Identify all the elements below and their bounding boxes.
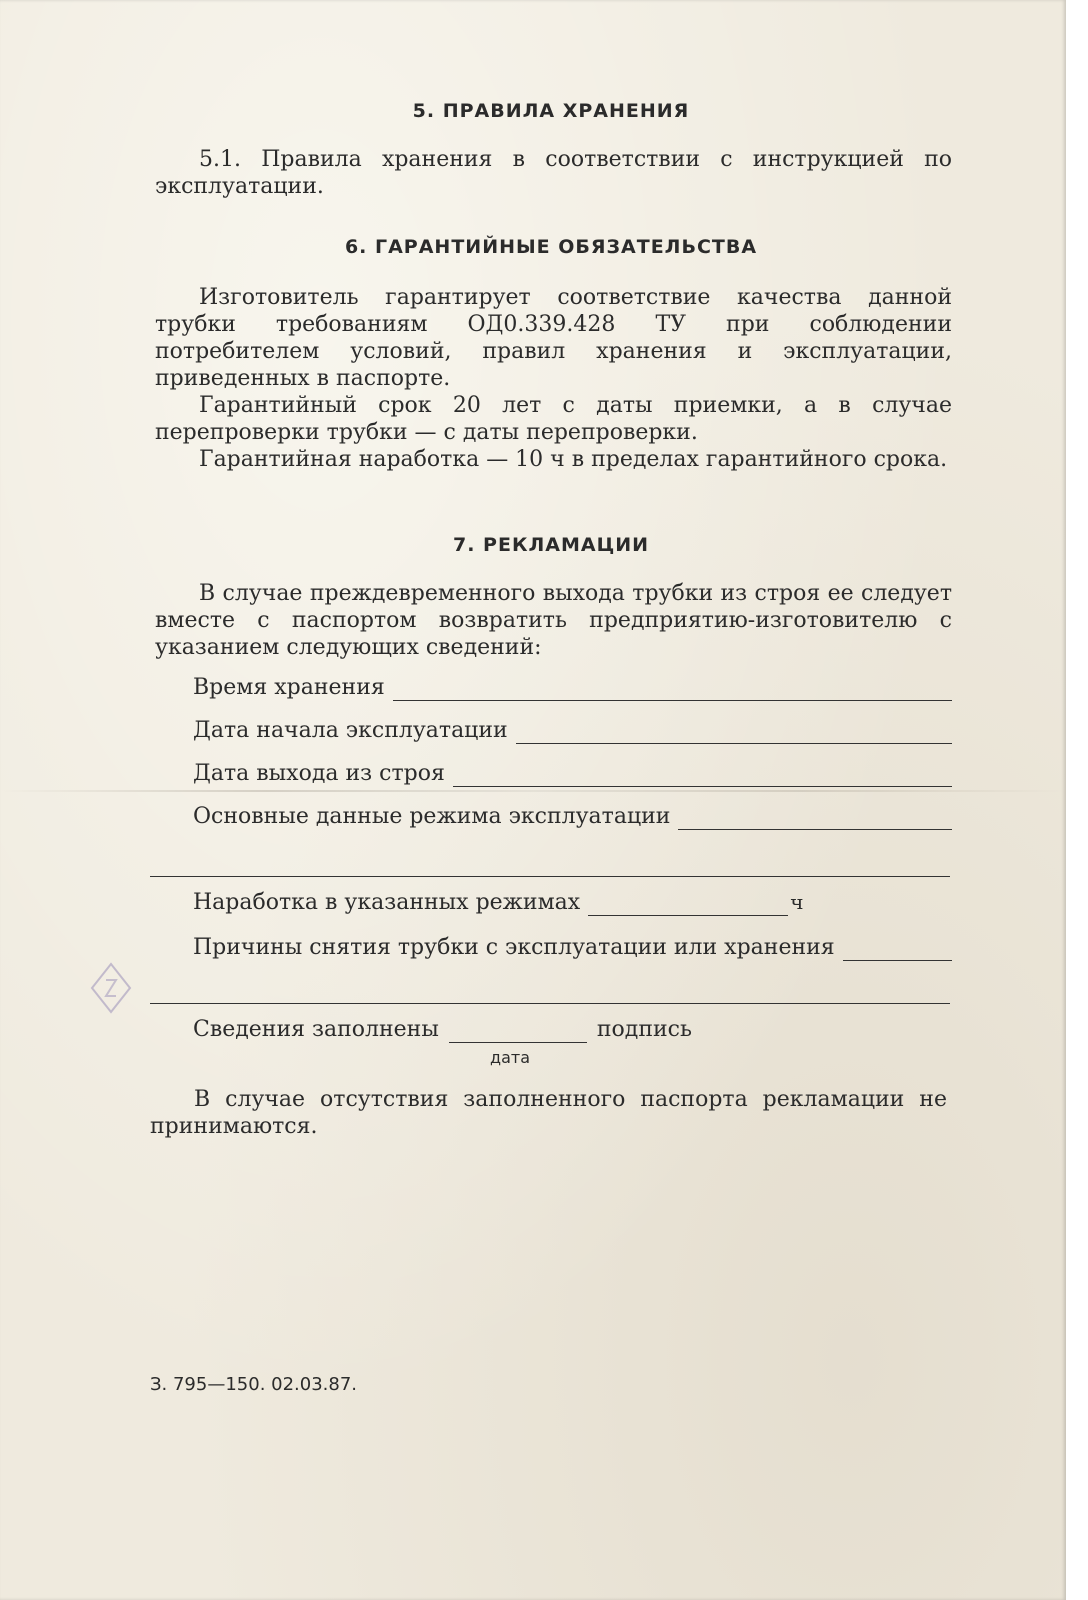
- runtime-field: [193, 889, 803, 916]
- print-code: З. 795—150. 02.03.87.: [150, 1374, 358, 1395]
- signature-label: подпись: [596, 1017, 692, 1042]
- main-data-blank[interactable]: [678, 809, 952, 830]
- warranty-paragraph-1: [155, 284, 952, 392]
- failure-date-label: Дата выхода из строя: [193, 761, 445, 786]
- main-data-label: Основные данные режима эксплуатации: [193, 804, 671, 829]
- warranty-paragraph-2-text: Гарантийный срок 20 лет с даты приемки, а в случае перепроверки трубки — с даты перепроверки.: [155, 393, 952, 445]
- storage-time-field: [193, 674, 952, 701]
- reasons-blank[interactable]: [843, 940, 952, 961]
- inspection-stamp-mark: [88, 960, 134, 1016]
- claims-intro: [155, 580, 952, 661]
- start-date-field: [193, 717, 952, 744]
- reasons-field: [193, 934, 952, 961]
- date-blank[interactable]: [449, 1022, 587, 1043]
- reasons-label: Причины снятия трубки с эксплуатации или хранения: [193, 935, 835, 960]
- section-5-heading: 5. ПРАВИЛА ХРАНЕНИЯ: [412, 100, 690, 122]
- date-caption: дата: [490, 1048, 530, 1067]
- signature-row: [193, 1016, 692, 1043]
- start-date-label: Дата начала эксплуатации: [193, 718, 508, 743]
- paper-fold: [0, 790, 1066, 792]
- section-7-heading: 7. РЕКЛАМАЦИИ: [452, 534, 649, 556]
- section-5-text-content: 5.1. Правила хранения в соответствии с инструкцией по эксплуатации.: [155, 147, 952, 199]
- runtime-blank[interactable]: [588, 895, 788, 916]
- storage-time-label: Время хранения: [193, 675, 385, 700]
- reasons-continuation-blank[interactable]: [150, 1003, 950, 1004]
- filled-label: Сведения заполнены: [193, 1017, 439, 1042]
- storage-time-blank[interactable]: [393, 680, 952, 701]
- warranty-paragraph-2: [155, 392, 952, 446]
- claims-intro-text: В случае преждевременного выхода трубки из строя ее следует вместе с паспортом возвратить предприятию-изготовителю с указанием следующих сведений:: [155, 581, 952, 660]
- closing-note: [150, 1086, 947, 1140]
- section-6-heading: 6. ГАРАНТИЙНЫЕ ОБЯЗАТЕЛЬСТВА: [344, 236, 758, 258]
- warranty-paragraph-3: [155, 446, 952, 473]
- closing-note-text: В случае отсутствия заполненного паспорта рекламации не принимаются.: [150, 1087, 947, 1139]
- warranty-paragraph-3-text: Гарантийная наработка — 10 ч в пределах гарантийного срока.: [199, 447, 948, 472]
- runtime-unit: ч: [790, 890, 804, 914]
- failure-date-blank[interactable]: [453, 766, 952, 787]
- main-data-continuation-blank[interactable]: [150, 876, 950, 877]
- section-5-text: [155, 146, 952, 200]
- warranty-paragraph-1-text: Изготовитель гарантирует соответствие качества данной трубки требованиям ОД0.339.428 ТУ при соблюдении потребителем условий, правил хранения и эксплуатации, приведенных в паспорте.: [155, 285, 952, 391]
- main-data-field: [193, 803, 952, 830]
- failure-date-field: [193, 760, 952, 787]
- runtime-label: Наработка в указанных режимах: [193, 890, 581, 915]
- start-date-blank[interactable]: [516, 723, 952, 744]
